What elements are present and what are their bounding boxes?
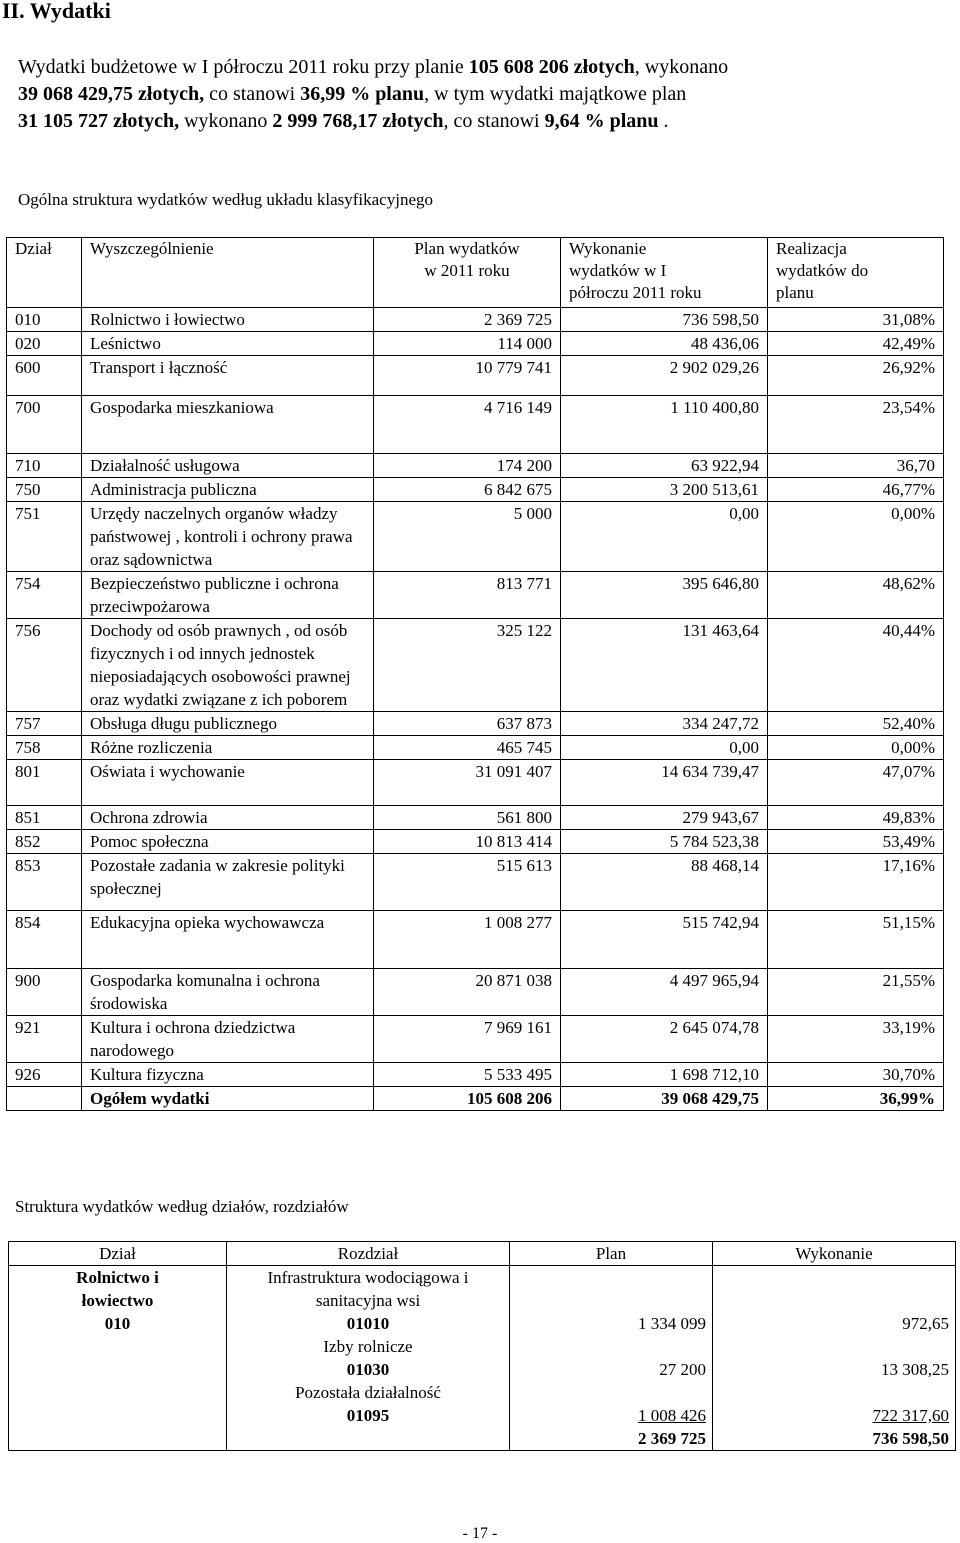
rozdzial-code: 01095 [346,1406,390,1425]
table-row [7,830,944,854]
table2-plan-cell [510,1266,713,1451]
execution-value: 88 468,14 [561,854,768,911]
total-execution: 39 068 429,75 [561,1087,768,1111]
dzial-code: 756 [7,619,82,712]
realization-percent: 21,55% [768,969,944,1016]
plan-value: 325 122 [374,619,561,712]
plan-sum: 2 369 725 [638,1429,706,1448]
table1-header-cell: Realizacja wydatków do planu [768,238,944,308]
total-label: Ogółem wydatki [82,1087,374,1111]
dzial-code: 853 [7,854,82,911]
table2-caption: Struktura wydatków według działów, rozdziałów [15,1197,349,1216]
dzial-code: 921 [7,1016,82,1063]
dzial-code: 710 [7,454,82,478]
table1-header-row [7,238,944,308]
wykonanie-value: 722 317,60 [872,1406,949,1425]
dzial-name: Oświata i wychowanie [82,760,374,806]
intro-text: , wykonano [634,56,729,78]
dzial-code: 852 [7,830,82,854]
table1-header-cell: Wyszczególnienie [82,238,374,308]
realization-percent: 53,49% [768,830,944,854]
dzial-code: 020 [7,332,82,356]
realization-percent: 23,54% [768,396,944,454]
realization-percent: 51,15% [768,911,944,969]
intro-paragraph [18,54,948,135]
table2-header-cell: Plan [510,1242,713,1266]
dzial-name: Działalność usługowa [82,454,374,478]
plan-value: 7 969 161 [374,1016,561,1063]
table2-dzial-cell [9,1266,227,1451]
table-row [7,969,944,1016]
table-row [7,911,944,969]
dzial-name: Administracja publiczna [82,478,374,502]
dzial-name: Pomoc społeczna [82,830,374,854]
execution-value: 515 742,94 [561,911,768,969]
intro-bold: 9,64 % planu [544,110,659,132]
execution-value: 395 646,80 [561,572,768,619]
plan-value: 10 779 741 [374,356,561,396]
dzial-name: Dochody od osób prawnych , od osób fizycznych i od innych jednostek nieposiadających osobowości prawnej oraz wydatki związane z ich poborem [82,619,374,712]
execution-value: 48 436,06 [561,332,768,356]
rozdzial-name: Infrastruktura wodociągowa i sanitacyjna wsi [267,1268,469,1310]
plan-value: 31 091 407 [374,760,561,806]
dzial-name: Kultura i ochrona dziedzictwa narodowego [82,1016,374,1063]
intro-text: , co stanowi [443,110,545,132]
intro-bold: 39 068 429,75 złotych, [18,83,205,105]
page-number: - 17 - [462,1525,498,1542]
wykonanie-value: 972,65 [902,1314,949,1333]
dzial-code: 700 [7,396,82,454]
execution-value: 2 645 074,78 [561,1016,768,1063]
rozdzial-code: 01010 [346,1314,390,1333]
dzial-name: Rolnictwo i łowiectwo [82,308,374,332]
dzial-line: Rolnictwo i [76,1268,159,1287]
dzial-name: Pozostałe zadania w zakresie polityki społecznej [82,854,374,911]
execution-value: 736 598,50 [561,308,768,332]
execution-value: 334 247,72 [561,712,768,736]
table-row [7,356,944,396]
dzial-code: 751 [7,502,82,572]
plan-value: 20 871 038 [374,969,561,1016]
table-row [7,502,944,572]
intro-text: Wydatki budżetowe w I półroczu 2011 roku przy planie [18,56,469,78]
table2-data-row [9,1266,956,1451]
total-empty [7,1087,82,1111]
dzial-name: Leśnictwo [82,332,374,356]
realization-percent: 52,40% [768,712,944,736]
table2-header-cell: Dział [9,1242,227,1266]
realization-percent: 26,92% [768,356,944,396]
realization-percent: 47,07% [768,760,944,806]
plan-value: 10 813 414 [374,830,561,854]
table-row [7,736,944,760]
dzial-code: 851 [7,806,82,830]
total-plan: 105 608 206 [374,1087,561,1111]
execution-value: 279 943,67 [561,806,768,830]
plan-value: 114 000 [374,332,561,356]
realization-percent: 49,83% [768,806,944,830]
rozdzial-code: 01030 [346,1360,390,1379]
plan-value: 27 200 [659,1360,706,1379]
expenditure-structure-table [6,237,944,1111]
dzial-name: Edukacyjna opieka wychowawcza [82,911,374,969]
total-row [7,1087,944,1111]
plan-value: 1 008 426 [638,1406,706,1425]
table-row [7,1016,944,1063]
wykonanie-sum: 736 598,50 [872,1429,949,1448]
dzial-code: 750 [7,478,82,502]
plan-value: 174 200 [374,454,561,478]
dzial-name: Gospodarka mieszkaniowa [82,396,374,454]
plan-value: 2 369 725 [374,308,561,332]
execution-value: 1 110 400,80 [561,396,768,454]
table-row [7,760,944,806]
table-row [7,454,944,478]
dzial-name: Transport i łączność [82,356,374,396]
dzial-name: Gospodarka komunalna i ochrona środowiska [82,969,374,1016]
realization-percent: 46,77% [768,478,944,502]
dzial-name: Ochrona zdrowia [82,806,374,830]
plan-value: 465 745 [374,736,561,760]
execution-value: 2 902 029,26 [561,356,768,396]
dzial-line: łowiectwo [81,1291,154,1310]
table-row [7,308,944,332]
table-row [7,712,944,736]
execution-value: 4 497 965,94 [561,969,768,1016]
plan-value: 813 771 [374,572,561,619]
execution-value: 0,00 [561,502,768,572]
total-percent: 36,99% [768,1087,944,1111]
table-row [7,854,944,911]
realization-percent: 40,44% [768,619,944,712]
intro-bold: 31 105 727 złotych, [18,110,180,132]
dzial-code: 758 [7,736,82,760]
table2-header-cell: Wykonanie [713,1242,956,1266]
plan-value: 5 000 [374,502,561,572]
intro-text: co stanowi [204,83,301,105]
table2-wykonanie-cell [713,1266,956,1451]
realization-percent: 48,62% [768,572,944,619]
execution-value: 3 200 513,61 [561,478,768,502]
execution-value: 14 634 739,47 [561,760,768,806]
plan-value: 6 842 675 [374,478,561,502]
table1-caption: Ogólna struktura wydatków według układu klasyfikacyjnego [18,190,433,209]
dzial-line: 010 [104,1314,131,1333]
realization-percent: 30,70% [768,1063,944,1087]
intro-bold: 36,99 % planu [300,83,425,105]
table-row [7,396,944,454]
dzial-code: 801 [7,760,82,806]
wykonanie-value: 13 308,25 [881,1360,949,1379]
intro-bold: 2 999 768,17 złotych [272,110,444,132]
dzial-name: Bezpieczeństwo publiczne i ochrona przeciwpożarowa [82,572,374,619]
rozdzial-name: Izby rolnicze [323,1337,413,1356]
dzial-name: Urzędy naczelnych organów władzy państwowej , kontroli i ochrony prawa oraz sądownictwa [82,502,374,572]
intro-bold: 105 608 206 złotych [468,56,635,78]
dzial-code: 754 [7,572,82,619]
dzial-code: 600 [7,356,82,396]
realization-percent: 0,00% [768,502,944,572]
plan-value: 1 334 099 [638,1314,706,1333]
realization-percent: 36,70 [768,454,944,478]
table-row [7,619,944,712]
execution-value: 5 784 523,38 [561,830,768,854]
section-chapter-table [8,1241,956,1451]
intro-text: wykonano [179,110,273,132]
plan-value: 637 873 [374,712,561,736]
intro-text: , w tym wydatki majątkowe plan [424,83,687,105]
dzial-code: 926 [7,1063,82,1087]
execution-value: 0,00 [561,736,768,760]
table-row [7,478,944,502]
dzial-name: Obsługa długu publicznego [82,712,374,736]
table-row [7,1063,944,1087]
dzial-code: 010 [7,308,82,332]
table2-header-row [9,1242,956,1266]
plan-value: 5 533 495 [374,1063,561,1087]
execution-value: 63 922,94 [561,454,768,478]
table1-header-cell: Wykonanie wydatków w I półroczu 2011 roku [561,238,768,308]
intro-text: . [658,110,669,132]
dzial-name: Różne rozliczenia [82,736,374,760]
dzial-code: 854 [7,911,82,969]
realization-percent: 31,08% [768,308,944,332]
plan-value: 4 716 149 [374,396,561,454]
section-heading: II. Wydatki [2,0,111,23]
table1-header-cell: Dział [7,238,82,308]
realization-percent: 17,16% [768,854,944,911]
execution-value: 131 463,64 [561,619,768,712]
table-row [7,332,944,356]
realization-percent: 42,49% [768,332,944,356]
rozdzial-name: Pozostała działalność [295,1383,441,1402]
realization-percent: 0,00% [768,736,944,760]
table2-rozdzial-cell [227,1266,510,1451]
table2-header-cell: Rozdział [227,1242,510,1266]
realization-percent: 33,19% [768,1016,944,1063]
execution-value: 1 698 712,10 [561,1063,768,1087]
dzial-name: Kultura fizyczna [82,1063,374,1087]
table-row [7,806,944,830]
table-row [7,572,944,619]
table1-header-cell: Plan wydatków w 2011 roku [374,238,561,308]
dzial-code: 900 [7,969,82,1016]
plan-value: 1 008 277 [374,911,561,969]
dzial-code: 757 [7,712,82,736]
plan-value: 561 800 [374,806,561,830]
plan-value: 515 613 [374,854,561,911]
